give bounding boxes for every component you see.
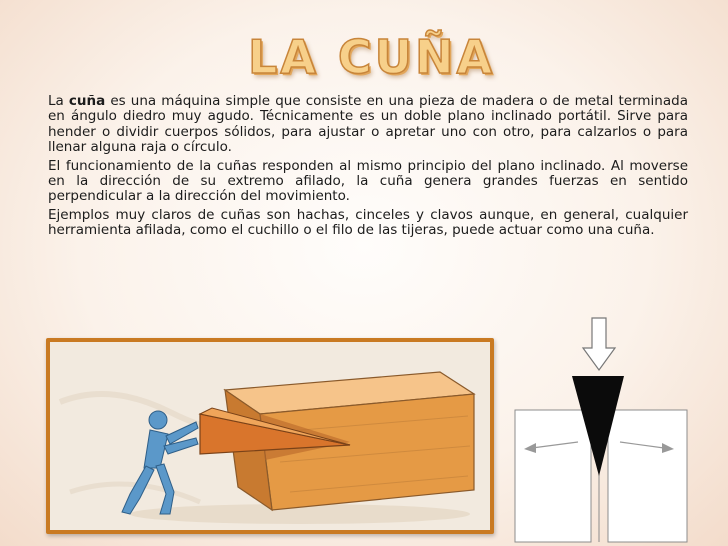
paragraph-function: El funcionamiento de la cuñas responden al mismo principio del plano inclinado. Al moverse en la dirección de su extremo afilado, la cuña genera grandes fuerzas en sentido perpendicular a la dirección del movimiento. bbox=[48, 157, 688, 205]
wedge-illustration bbox=[50, 342, 490, 530]
p1-rest: es una máquina simple que consiste en una pieza de madera o de metal terminada en ángulo diedro muy agudo. Técnicamente es un doble plano inclinado portátil. Sirve para hender o dividir cuerpos sólidos, para ajustar o apretar uno con otro, para calzarlos o para llenar alguna raja o círculo. bbox=[48, 93, 688, 156]
down-arrow-icon bbox=[583, 318, 615, 370]
person-pushing-wedge-icon bbox=[50, 342, 490, 530]
body-text bbox=[48, 94, 688, 242]
p1-start: La bbox=[48, 93, 69, 109]
slide-title: LA CUÑA bbox=[248, 30, 496, 84]
p1-keyword: cuña bbox=[68, 93, 106, 109]
wedge-illustration-frame bbox=[46, 338, 494, 534]
wedge-force-diagram bbox=[512, 312, 690, 546]
paragraph-examples: Ejemplos muy claros de cuñas son hachas, cinceles y clavos aunque, en general, cualquier herramienta afilada, como el cuchillo o el filo de las tijeras, puede actuar como una cuña. bbox=[48, 206, 688, 239]
paragraph-definition bbox=[48, 94, 688, 156]
